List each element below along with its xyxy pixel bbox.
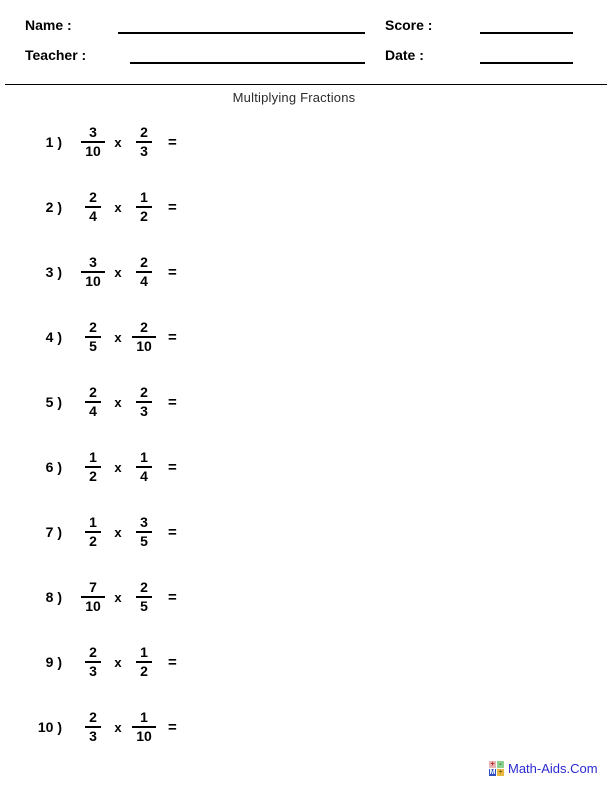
fraction-first: [75, 385, 111, 419]
multiply-operator: x: [114, 459, 122, 475]
fraction-numerator: 1: [140, 449, 148, 465]
math-aids-link[interactable]: Math-Aids.Com: [508, 761, 598, 776]
fraction-numerator: 3: [89, 254, 97, 270]
equals-sign: =: [168, 393, 177, 411]
fraction: [136, 645, 152, 679]
multiply-operator: x: [114, 199, 122, 215]
problem-row: [15, 706, 177, 748]
equals-sign: =: [168, 263, 177, 281]
fraction: [85, 385, 101, 419]
fraction-numerator: 2: [89, 189, 97, 205]
fraction-second: [126, 125, 162, 159]
problem-number: 2 ): [45, 199, 62, 215]
equals-sign: =: [168, 523, 177, 541]
multiply-operator: x: [114, 329, 122, 345]
fraction-numerator: 2: [89, 709, 97, 725]
teacher-label: Teacher :: [25, 47, 87, 63]
equals-sign: =: [168, 718, 177, 736]
math-aids-logo-icon: [489, 761, 504, 776]
fraction-numerator: 1: [140, 189, 148, 205]
fraction-numerator: 2: [89, 384, 97, 400]
equals-sign: =: [168, 133, 177, 151]
operation-square-icon: -: [497, 761, 504, 768]
fraction-second: [126, 190, 162, 224]
fraction: [85, 710, 101, 744]
fraction-numerator: 2: [89, 644, 97, 660]
problem-row: [15, 251, 177, 293]
fraction-numerator: 1: [89, 514, 97, 530]
fraction-first: [75, 515, 111, 549]
fraction: [85, 450, 101, 484]
fraction-first: [75, 450, 111, 484]
fraction-denominator: 3: [140, 143, 148, 159]
fraction-denominator: 4: [140, 468, 148, 484]
date-label: Date :: [385, 47, 424, 63]
fraction-denominator: 4: [140, 273, 148, 289]
fraction-numerator: 1: [140, 644, 148, 660]
fraction-first: [75, 255, 111, 289]
fraction: [136, 450, 152, 484]
problem-row: [15, 381, 177, 423]
fraction-second: [126, 515, 162, 549]
fraction-second: [126, 710, 162, 744]
fraction-denominator: 5: [140, 533, 148, 549]
equals-sign: =: [168, 458, 177, 476]
problem-row: [15, 186, 177, 228]
problem-number: 9 ): [45, 654, 62, 670]
fraction-second: [126, 320, 162, 354]
page-title: Multiplying Fractions: [232, 90, 356, 105]
fraction-denominator: 3: [89, 663, 97, 679]
problem-number: 5 ): [45, 394, 62, 410]
fraction-numerator: 7: [89, 579, 97, 595]
fraction-denominator: 2: [89, 468, 97, 484]
fraction-first: [75, 320, 111, 354]
fraction-second: [126, 580, 162, 614]
score-blank-line: [480, 32, 573, 34]
problem-row: [15, 576, 177, 618]
fraction: [85, 320, 101, 354]
fraction-denominator: 2: [89, 533, 97, 549]
fraction-denominator: 4: [89, 208, 97, 224]
operation-square-icon: +: [490, 761, 495, 768]
fraction-first: [75, 580, 111, 614]
fraction: [85, 645, 101, 679]
fraction-denominator: 3: [140, 403, 148, 419]
fraction-numerator: 2: [140, 579, 148, 595]
problem-number: 3 ): [45, 264, 62, 280]
fraction-second: [126, 255, 162, 289]
problem-number: 10 ): [37, 719, 62, 735]
name-blank-line: [118, 32, 365, 34]
fraction-numerator: 2: [140, 124, 148, 140]
fraction-numerator: 2: [140, 254, 148, 270]
fraction-numerator: 1: [89, 449, 97, 465]
fraction-denominator: 5: [89, 338, 97, 354]
fraction-second: [126, 645, 162, 679]
equals-sign: =: [168, 653, 177, 671]
problem-number: 4 ): [45, 329, 62, 345]
problem-row: [15, 511, 177, 553]
equals-sign: =: [168, 198, 177, 216]
fraction: [136, 125, 152, 159]
problem-number: 1 ): [45, 134, 62, 150]
fraction: [132, 320, 156, 354]
fraction: [132, 710, 156, 744]
fraction-first: [75, 710, 111, 744]
fraction: [136, 515, 152, 549]
fraction-denominator: 2: [140, 663, 148, 679]
date-blank-line: [480, 62, 573, 64]
multiply-operator: x: [114, 589, 122, 605]
fraction: [136, 190, 152, 224]
multiply-operator: x: [114, 719, 122, 735]
fraction-numerator: 3: [140, 514, 148, 530]
fraction-denominator: 10: [85, 143, 101, 159]
fraction-denominator: 5: [140, 598, 148, 614]
multiply-operator: x: [114, 654, 122, 670]
fraction-denominator: 10: [85, 598, 101, 614]
fraction: [81, 255, 105, 289]
problem-row: [15, 641, 177, 683]
fraction-first: [75, 645, 111, 679]
fraction: [81, 580, 105, 614]
fraction-denominator: 2: [140, 208, 148, 224]
name-label: Name :: [25, 17, 72, 33]
fraction-numerator: 2: [140, 319, 148, 335]
header-divider: [5, 84, 607, 85]
fraction-numerator: 1: [140, 709, 148, 725]
multiply-operator: x: [114, 134, 122, 150]
equals-sign: =: [168, 588, 177, 606]
fraction: [136, 385, 152, 419]
problem-row: [15, 121, 177, 163]
fraction-numerator: 3: [89, 124, 97, 140]
fraction: [136, 255, 152, 289]
multiply-operator: x: [114, 264, 122, 280]
problem-row: [15, 316, 177, 358]
operation-square-icon: M: [489, 769, 496, 776]
fraction: [81, 125, 105, 159]
fraction-numerator: 2: [140, 384, 148, 400]
fraction-first: [75, 125, 111, 159]
fraction-numerator: 2: [89, 319, 97, 335]
teacher-blank-line: [130, 62, 365, 64]
fraction-denominator: 10: [85, 273, 101, 289]
operation-square-icon: ÷: [498, 769, 503, 776]
fraction-first: [75, 190, 111, 224]
fraction-denominator: 10: [136, 338, 152, 354]
multiply-operator: x: [114, 524, 122, 540]
problem-number: 6 ): [45, 459, 62, 475]
problem-number: 8 ): [45, 589, 62, 605]
fraction-denominator: 4: [89, 403, 97, 419]
fraction-denominator: 10: [136, 728, 152, 744]
fraction: [136, 580, 152, 614]
fraction-second: [126, 385, 162, 419]
score-label: Score :: [385, 17, 433, 33]
equals-sign: =: [168, 328, 177, 346]
fraction-second: [126, 450, 162, 484]
fraction: [85, 190, 101, 224]
fraction: [85, 515, 101, 549]
multiply-operator: x: [114, 394, 122, 410]
problem-number: 7 ): [45, 524, 62, 540]
problem-row: [15, 446, 177, 488]
fraction-denominator: 3: [89, 728, 97, 744]
